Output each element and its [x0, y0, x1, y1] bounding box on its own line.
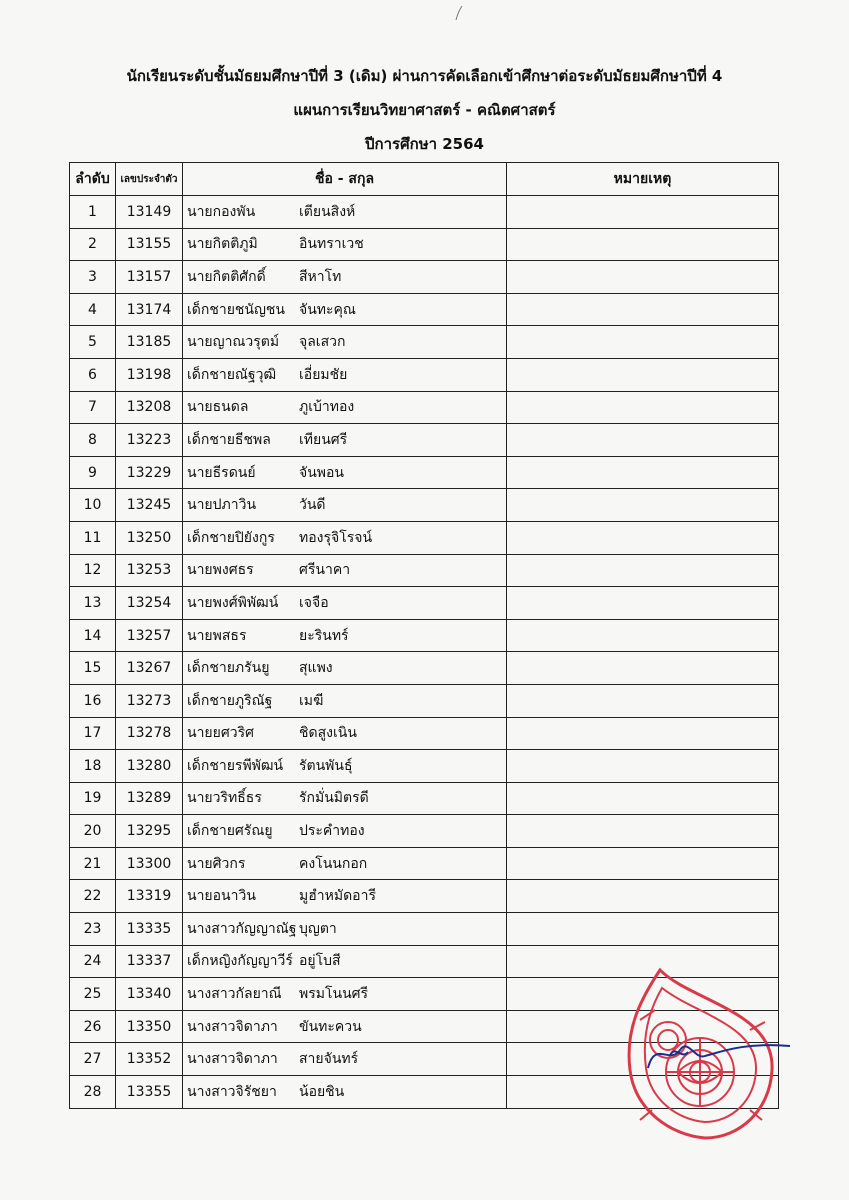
cell-full-name [183, 521, 507, 554]
school-seal-stamp [600, 960, 800, 1160]
cell-first-name: นายกิตติศักดิ์ [187, 268, 266, 285]
cell-order-no: 16 [70, 684, 116, 717]
cell-student-id: 13208 [116, 391, 183, 424]
cell-student-id: 13155 [116, 228, 183, 261]
cell-remark [507, 489, 779, 522]
document-title: นักเรียนระดับชั้นมัธยมศึกษาปีที่ 3 (เดิม) ผ่านการคัดเลือกเข้าศึกษาต่อระดับมัธยมศึกษาปีที่ 4 [126, 67, 723, 85]
cell-remark [507, 293, 779, 326]
cell-remark [507, 684, 779, 717]
cell-student-id: 13273 [116, 684, 183, 717]
cell-remark [507, 521, 779, 554]
table-row [70, 782, 779, 815]
cell-remark [507, 456, 779, 489]
cell-order-no: 21 [70, 847, 116, 880]
cell-student-id: 13253 [116, 554, 183, 587]
cell-full-name [183, 652, 507, 685]
cell-student-id: 13254 [116, 587, 183, 620]
cell-student-id: 13229 [116, 456, 183, 489]
table-row [70, 750, 779, 783]
table-row [70, 424, 779, 457]
cell-first-name: เด็กชายชนัญชน [187, 301, 285, 318]
table-row [70, 489, 779, 522]
cell-full-name [183, 750, 507, 783]
cell-order-no: 26 [70, 1010, 116, 1043]
cell-last-name: สุแพง [299, 660, 333, 677]
cell-order-no: 1 [70, 196, 116, 229]
document-subtitle-program: แผนการเรียนวิทยาศาสตร์ - คณิตศาสตร์ [293, 101, 556, 119]
cell-student-id: 13300 [116, 847, 183, 880]
cell-order-no: 14 [70, 619, 116, 652]
cell-full-name [183, 358, 507, 391]
table-row [70, 293, 779, 326]
cell-last-name: ขันทะควน [299, 1018, 362, 1035]
cell-student-id: 13335 [116, 913, 183, 946]
cell-student-id: 13185 [116, 326, 183, 359]
cell-order-no: 25 [70, 978, 116, 1011]
cell-order-no: 3 [70, 261, 116, 294]
cell-student-id: 13245 [116, 489, 183, 522]
cell-first-name: เด็กชายภรันยู [187, 660, 270, 677]
cell-last-name: รัตนพันธุ์ [299, 757, 353, 774]
table-row [70, 261, 779, 294]
cell-order-no: 24 [70, 945, 116, 978]
cell-order-no: 9 [70, 456, 116, 489]
cell-last-name: ภูเบ้าทอง [299, 399, 355, 416]
table-row [70, 554, 779, 587]
cell-remark [507, 913, 779, 946]
table-row [70, 652, 779, 685]
cell-order-no: 2 [70, 228, 116, 261]
cell-order-no: 19 [70, 782, 116, 815]
cell-remark [507, 326, 779, 359]
cell-last-name: น้อยชิน [299, 1083, 345, 1100]
table-row [70, 815, 779, 848]
cell-full-name [183, 684, 507, 717]
cell-first-name: นายกิตติภูมิ [187, 236, 258, 253]
cell-order-no: 23 [70, 913, 116, 946]
cell-remark [507, 847, 779, 880]
cell-last-name: จุลเสวก [299, 334, 346, 351]
cell-student-id: 13289 [116, 782, 183, 815]
cell-last-name: บุญตา [299, 920, 337, 937]
cell-full-name [183, 228, 507, 261]
cell-order-no: 12 [70, 554, 116, 587]
cell-first-name: นายอนาวิน [187, 888, 256, 905]
cell-student-id: 13352 [116, 1043, 183, 1076]
cell-student-id: 13350 [116, 1010, 183, 1043]
cell-student-id: 13340 [116, 978, 183, 1011]
cell-last-name: เอี่ยมชัย [299, 366, 348, 383]
cell-full-name [183, 1076, 507, 1109]
cell-last-name: คงโนนกอก [299, 855, 368, 872]
cell-student-id: 13355 [116, 1076, 183, 1109]
cell-first-name: นายพงศธร [187, 562, 254, 579]
table-row [70, 521, 779, 554]
cell-full-name [183, 456, 507, 489]
cell-first-name: นางสาวกัญญาณัฐ [187, 920, 297, 937]
document-subtitle-year: ปีการศึกษา 2564 [365, 135, 484, 153]
pen-scratch-mark [450, 4, 470, 24]
cell-remark [507, 196, 779, 229]
cell-order-no: 27 [70, 1043, 116, 1076]
cell-last-name: สายจันทร์ [299, 1051, 359, 1068]
cell-remark [507, 424, 779, 457]
cell-student-id: 13278 [116, 717, 183, 750]
cell-full-name [183, 880, 507, 913]
cell-full-name [183, 196, 507, 229]
cell-full-name [183, 587, 507, 620]
cell-student-id: 13257 [116, 619, 183, 652]
cell-last-name: จันพอน [299, 464, 344, 481]
cell-last-name: สีหาโท [299, 268, 342, 285]
cell-full-name [183, 913, 507, 946]
cell-full-name [183, 1043, 507, 1076]
cell-last-name: วันดี [299, 497, 326, 514]
cell-first-name: เด็กชายรพีพัฒน์ [187, 757, 284, 774]
cell-last-name: ศรีนาคา [299, 562, 351, 579]
table-row [70, 326, 779, 359]
cell-first-name: นายวริทธิ์ธร [187, 790, 262, 807]
cell-first-name: นายปภาวิน [187, 497, 257, 514]
table-row [70, 456, 779, 489]
cell-first-name: เด็กชายธีชพล [187, 431, 271, 448]
cell-last-name: เทียนศรี [299, 431, 348, 448]
cell-first-name: นายญาณวรุตม์ [187, 334, 280, 351]
cell-remark [507, 815, 779, 848]
table-row [70, 196, 779, 229]
table-row [70, 619, 779, 652]
cell-student-id: 13157 [116, 261, 183, 294]
cell-order-no: 4 [70, 293, 116, 326]
cell-remark [507, 358, 779, 391]
cell-student-id: 13319 [116, 880, 183, 913]
cell-order-no: 6 [70, 358, 116, 391]
cell-student-id: 13295 [116, 815, 183, 848]
cell-first-name: เด็กชายปิยังกูร [187, 529, 275, 546]
cell-last-name: รักมั่นมิตรดี [299, 790, 369, 807]
cell-first-name: นางสาวจิดาภา [187, 1051, 278, 1068]
cell-last-name: เจจือ [299, 594, 329, 611]
cell-remark [507, 261, 779, 294]
cell-full-name [183, 391, 507, 424]
cell-student-id: 13267 [116, 652, 183, 685]
cell-full-name [183, 261, 507, 294]
cell-full-name [183, 815, 507, 848]
cell-student-id: 13280 [116, 750, 183, 783]
cell-first-name: นายศิวกร [187, 855, 246, 872]
cell-last-name: อยู่โบสี [299, 953, 341, 970]
cell-first-name: นายธนดล [187, 399, 249, 416]
cell-last-name: ทองรุจิโรจน์ [299, 529, 373, 546]
cell-remark [507, 587, 779, 620]
cell-remark [507, 554, 779, 587]
table-row [70, 913, 779, 946]
cell-first-name: นางสาวจิรัชยา [187, 1083, 277, 1100]
cell-remark [507, 717, 779, 750]
cell-last-name: ประคำทอง [299, 823, 365, 840]
cell-student-id: 13174 [116, 293, 183, 326]
header-student-id: เลขประจำตัว [116, 163, 183, 196]
cell-first-name: นายกองพัน [187, 203, 256, 220]
cell-last-name: พรมโนนศรี [299, 986, 369, 1003]
cell-order-no: 10 [70, 489, 116, 522]
cell-first-name: นายยศวริศ [187, 725, 254, 742]
cell-order-no: 13 [70, 587, 116, 620]
cell-remark [507, 750, 779, 783]
cell-full-name [183, 619, 507, 652]
table-row [70, 587, 779, 620]
cell-order-no: 17 [70, 717, 116, 750]
table-row [70, 228, 779, 261]
cell-last-name: ยะรินทร์ [299, 627, 349, 644]
table-row [70, 358, 779, 391]
cell-last-name: อินทราเวช [299, 236, 364, 253]
cell-order-no: 5 [70, 326, 116, 359]
cell-remark [507, 652, 779, 685]
cell-remark [507, 880, 779, 913]
cell-full-name [183, 978, 507, 1011]
cell-order-no: 11 [70, 521, 116, 554]
cell-first-name: นางสาวกัลยาณี [187, 986, 282, 1003]
table-header-row [70, 163, 779, 196]
cell-last-name: จันทะคุณ [299, 301, 356, 318]
cell-last-name: มูฮำหมัดอารี [299, 888, 376, 905]
cell-order-no: 7 [70, 391, 116, 424]
cell-student-id: 13198 [116, 358, 183, 391]
cell-full-name [183, 945, 507, 978]
cell-full-name [183, 717, 507, 750]
cell-remark [507, 619, 779, 652]
cell-full-name [183, 326, 507, 359]
cell-last-name: เตียนสิงห์ [299, 203, 356, 220]
cell-student-id: 13223 [116, 424, 183, 457]
table-row [70, 847, 779, 880]
table-row [70, 880, 779, 913]
cell-order-no: 18 [70, 750, 116, 783]
cell-remark [507, 782, 779, 815]
cell-student-id: 13337 [116, 945, 183, 978]
cell-student-id: 13250 [116, 521, 183, 554]
cell-order-no: 22 [70, 880, 116, 913]
header-remark: หมายเหตุ [507, 163, 779, 196]
cell-first-name: นายพสธร [187, 627, 247, 644]
cell-remark [507, 228, 779, 261]
cell-order-no: 15 [70, 652, 116, 685]
cell-first-name: เด็กชายศรัณยู [187, 823, 273, 840]
cell-student-id: 13149 [116, 196, 183, 229]
cell-order-no: 8 [70, 424, 116, 457]
cell-last-name: เมฆี [299, 692, 324, 709]
cell-full-name [183, 1010, 507, 1043]
cell-full-name [183, 424, 507, 457]
cell-full-name [183, 489, 507, 522]
cell-full-name [183, 847, 507, 880]
cell-order-no: 20 [70, 815, 116, 848]
table-row [70, 391, 779, 424]
table-row [70, 684, 779, 717]
cell-order-no: 28 [70, 1076, 116, 1109]
header-full-name: ชื่อ - สกุล [183, 163, 507, 196]
cell-full-name [183, 554, 507, 587]
cell-first-name: นางสาวจิดาภา [187, 1018, 278, 1035]
cell-last-name: ชิดสูงเนิน [299, 725, 357, 742]
cell-first-name: เด็กชายณัฐวุฒิ [187, 366, 277, 383]
cell-first-name: นายพงศ์พิพัฒน์ [187, 594, 279, 611]
cell-full-name [183, 782, 507, 815]
header-order-no: ลำดับ [70, 163, 116, 196]
cell-remark [507, 391, 779, 424]
cell-first-name: นายธีรดนย์ [187, 464, 256, 481]
cell-first-name: เด็กชายภูริณัฐ [187, 692, 273, 709]
cell-first-name: เด็กหญิงกัญญาวีร์ [187, 953, 293, 970]
cell-full-name [183, 293, 507, 326]
table-row [70, 717, 779, 750]
